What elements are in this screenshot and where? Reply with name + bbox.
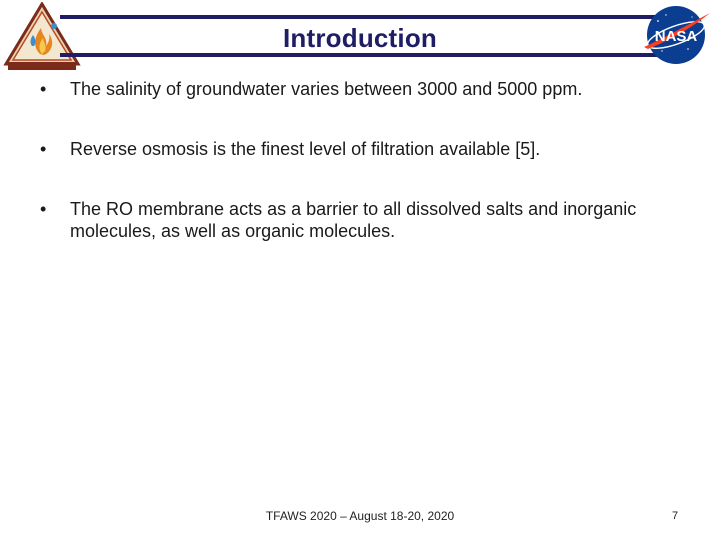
- bullet-text: The RO membrane acts as a barrier to all dissolved salts and inorganic molecules, as well as organic molecules.: [70, 199, 637, 241]
- bullet-text: Reverse osmosis is the finest level of filtration available [5].: [70, 139, 541, 159]
- bullet-symbol: •: [40, 139, 47, 159]
- bullet-item: [40, 78, 680, 100]
- title-bar: [60, 15, 660, 57]
- bullet-item: [40, 138, 680, 160]
- bullet-symbol: •: [40, 199, 47, 219]
- title-bar-bottom-line: [60, 53, 660, 57]
- bullet-symbol: •: [40, 79, 47, 99]
- bullet-item: [40, 198, 680, 242]
- page-number: 7: [672, 510, 679, 522]
- slide-footer: TFAWS 2020 – August 18-20, 2020: [265, 509, 455, 523]
- bullet-list: [40, 78, 680, 280]
- bullet-text: The salinity of groundwater varies between 3000 and 5000 ppm.: [70, 79, 583, 99]
- nasa-wordmark: NASA: [654, 28, 698, 45]
- slide-title: Introduction: [282, 23, 438, 53]
- nasa-meatball-icon: [638, 3, 714, 67]
- title-bar-top-line: [60, 15, 660, 19]
